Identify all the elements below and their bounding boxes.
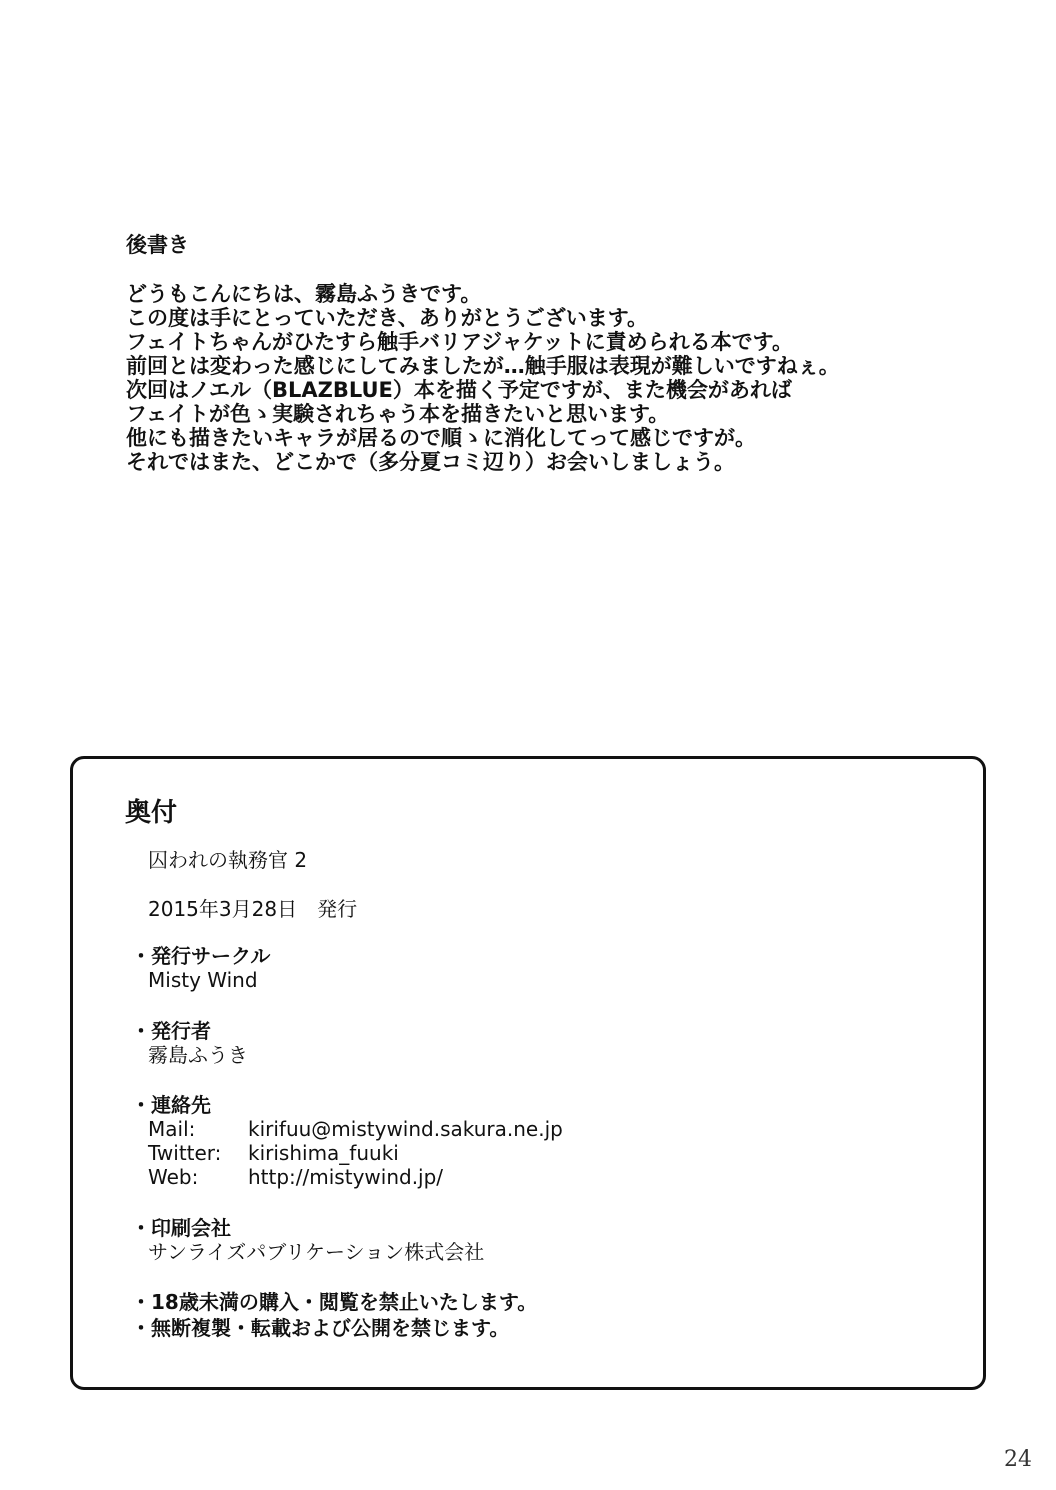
afterword-line: この度は手にとっていただき、ありがとうございます。 [126, 306, 649, 330]
afterword-line: 次回はノエル（BLAZBLUE）本を描く予定ですが、また機会があれば [126, 378, 792, 402]
afterword-line: フェイトちゃんがひたすら触手バリアジャケットに責められる本です。 [126, 330, 793, 354]
publisher-section [131, 1019, 248, 1067]
contact-row-mail [131, 1117, 563, 1141]
book-title: 囚われの執務官 2 [148, 848, 308, 872]
publisher-heading: ・発行者 [131, 1019, 211, 1043]
printer-heading: ・印刷会社 [131, 1216, 231, 1240]
circle-section [131, 944, 270, 992]
publish-date: 2015年3月28日 発行 [148, 897, 358, 921]
afterword-line: それではまた、どこかで（多分夏コミ辺り）お会いしましょう。 [126, 450, 735, 474]
contact-heading: ・連絡先 [131, 1093, 211, 1117]
afterword-section [126, 232, 986, 474]
page-number: 24 [1004, 1447, 1032, 1472]
printer-section [131, 1216, 484, 1264]
contact-label: Web: [148, 1165, 199, 1189]
circle-heading: ・発行サークル [131, 944, 271, 968]
afterword-line: 他にも描きたいキャラが居るので順ゝに消化してって感じですが。 [126, 426, 756, 450]
contact-row-web [131, 1165, 563, 1189]
contact-section [131, 1093, 563, 1189]
circle-name: Misty Wind [148, 968, 258, 992]
afterword-line: フェイトが色ゝ実験されちゃう本を描きたいと思います。 [126, 402, 670, 426]
afterword-line: どうもこんにちは、霧島ふうきです。 [126, 282, 482, 306]
web-link[interactable]: http://mistywind.jp/ [248, 1165, 444, 1189]
colophon-title: 奥付 [125, 798, 178, 828]
notes [131, 1289, 537, 1341]
afterword-body [126, 282, 986, 474]
mail-address[interactable]: kirifuu@mistywind.sakura.ne.jp [248, 1117, 563, 1141]
afterword-title: 後書き [126, 233, 189, 257]
contact-row-twitter [131, 1141, 563, 1165]
copyright-note: ・無断複製・転載および公開を禁じます。 [131, 1316, 510, 1340]
afterword-line: 前回とは変わった感じにしてみましたが…触手服は表現が難しいですねぇ。 [126, 354, 840, 378]
twitter-handle[interactable]: kirishima_fuuki [248, 1141, 399, 1165]
colophon-box [70, 756, 986, 1390]
contact-label: Mail: [148, 1117, 196, 1141]
age-restriction-note: ・18歳未満の購入・閲覧を禁止いたします。 [131, 1290, 538, 1314]
contact-label: Twitter: [148, 1141, 222, 1165]
publisher-name: 霧島ふうき [148, 1043, 248, 1067]
printer-name: サンライズパブリケーション株式会社 [148, 1240, 485, 1264]
